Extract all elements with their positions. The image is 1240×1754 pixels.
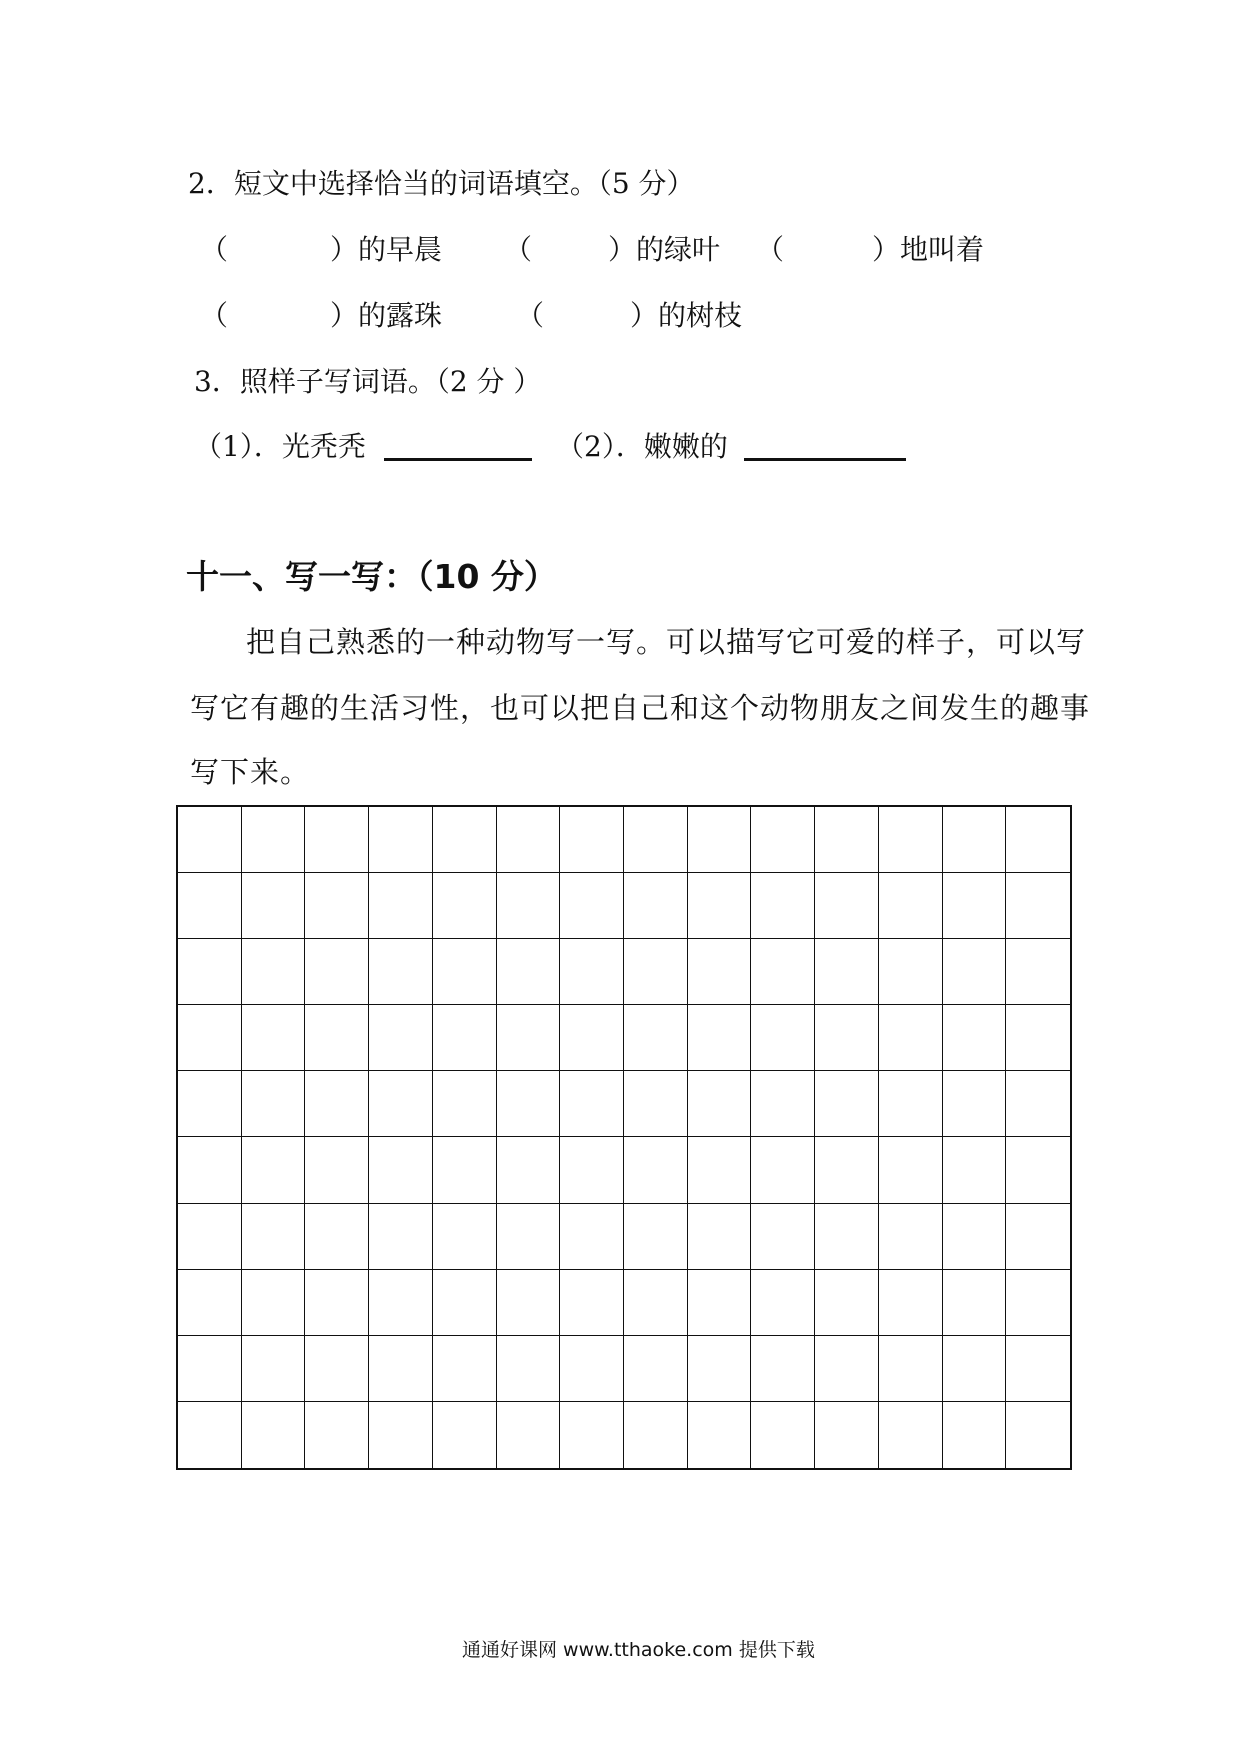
grid-cell[interactable] [560,807,624,873]
grid-cell[interactable] [688,873,752,939]
grid-cell[interactable] [497,1071,561,1137]
grid-cell[interactable] [815,1270,879,1336]
grid-cell[interactable] [688,1137,752,1203]
grid-cell[interactable] [1006,1336,1070,1402]
fill-open-paren: （ [200,299,229,332]
fill-item-label: ）的早晨 [330,233,443,266]
instruction-line-1: 把自己熟悉的一种动物写一写。可以描写它可爱的样子，可以写 [246,625,1087,659]
grid-cell[interactable] [879,939,943,1005]
grid-cell[interactable] [879,1336,943,1402]
grid-cell[interactable] [369,1270,433,1336]
grid-cell[interactable] [178,1270,242,1336]
grid-cell[interactable] [305,1402,369,1468]
grid-cell[interactable] [497,873,561,939]
grid-cell[interactable] [560,939,624,1005]
grid-cell[interactable] [497,939,561,1005]
grid-cell[interactable] [624,1137,688,1203]
grid-cell[interactable] [943,1137,1007,1203]
grid-cell[interactable] [879,1071,943,1137]
grid-cell[interactable] [624,939,688,1005]
grid-cell[interactable] [560,1137,624,1203]
grid-cell[interactable] [879,873,943,939]
grid-cell[interactable] [433,939,497,1005]
grid-cell[interactable] [943,939,1007,1005]
grid-cell[interactable] [178,1137,242,1203]
q3-item-2-label: （2）．嫩嫩的 [556,430,728,463]
grid-cell[interactable] [751,1071,815,1137]
grid-cell[interactable] [497,807,561,873]
grid-cell[interactable] [305,1005,369,1071]
q3-item-1-label: （1）．光秃秃 [194,430,366,463]
grid-cell[interactable] [1006,1137,1070,1203]
grid-cell[interactable] [1006,807,1070,873]
grid-cell[interactable] [560,1204,624,1270]
grid-cell[interactable] [178,1204,242,1270]
grid-cell[interactable] [943,1336,1007,1402]
writing-grid[interactable] [176,805,1072,1470]
grid-cell[interactable] [242,1137,306,1203]
grid-cell[interactable] [815,807,879,873]
grid-cell[interactable] [242,1336,306,1402]
grid-cell[interactable] [369,1137,433,1203]
grid-cell[interactable] [751,1005,815,1071]
grid-cell[interactable] [751,1402,815,1468]
grid-cell[interactable] [242,1005,306,1071]
fill-open-paren: （ [516,299,545,332]
fill-item-label: ）的绿叶 [608,233,721,266]
grid-cell[interactable] [242,807,306,873]
grid-cell[interactable] [688,1336,752,1402]
grid-cell[interactable] [242,939,306,1005]
grid-cell[interactable] [242,1071,306,1137]
grid-cell[interactable] [879,1137,943,1203]
grid-cell[interactable] [305,873,369,939]
question-3-title: 3．照样子写词语。（2 分 ） [194,365,542,398]
grid-cell[interactable] [433,1204,497,1270]
grid-cell[interactable] [624,1071,688,1137]
grid-cell[interactable] [751,1270,815,1336]
grid-cell[interactable] [624,873,688,939]
grid-cell[interactable] [879,1005,943,1071]
grid-cell[interactable] [751,1204,815,1270]
grid-cell[interactable] [879,1402,943,1468]
grid-cell[interactable] [943,807,1007,873]
grid-cell[interactable] [624,807,688,873]
grid-cell[interactable] [433,1071,497,1137]
grid-cell[interactable] [497,1402,561,1468]
grid-cell[interactable] [433,873,497,939]
grid-cell[interactable] [369,939,433,1005]
fill-open-paren: （ [756,233,785,266]
grid-cell[interactable] [688,939,752,1005]
grid-cell[interactable] [369,1336,433,1402]
instruction-line-2: 写它有趣的生活习性，也可以把自己和这个动物朋友之间发生的趣事 [190,691,1091,725]
grid-cell[interactable] [433,807,497,873]
grid-cell[interactable] [624,1270,688,1336]
grid-cell[interactable] [497,1005,561,1071]
grid-cell[interactable] [688,1204,752,1270]
grid-cell[interactable] [242,873,306,939]
grid-cell[interactable] [433,1137,497,1203]
grid-cell[interactable] [369,1204,433,1270]
fill-item-label: ）地叫着 [872,233,985,266]
grid-cell[interactable] [305,939,369,1005]
fill-open-paren: （ [504,233,533,266]
fill-item-label: ）的露珠 [330,299,443,332]
grid-cell[interactable] [560,1402,624,1468]
grid-cell[interactable] [305,1204,369,1270]
grid-cell[interactable] [369,873,433,939]
grid-cell[interactable] [624,1204,688,1270]
grid-cell[interactable] [688,807,752,873]
grid-cell[interactable] [560,873,624,939]
grid-cell[interactable] [497,1137,561,1203]
grid-cell[interactable] [178,1336,242,1402]
grid-cell[interactable] [560,1071,624,1137]
grid-cell[interactable] [433,1402,497,1468]
grid-cell[interactable] [1006,939,1070,1005]
grid-cell[interactable] [242,1402,306,1468]
q3-item-1-answer-line[interactable] [384,458,532,461]
grid-cell[interactable] [433,1336,497,1402]
grid-cell[interactable] [305,1336,369,1402]
grid-cell[interactable] [751,807,815,873]
grid-cell[interactable] [178,1071,242,1137]
fill-open-paren: （ [200,233,229,266]
grid-cell[interactable] [433,1005,497,1071]
grid-cell[interactable] [497,1204,561,1270]
grid-cell[interactable] [178,807,242,873]
grid-cell[interactable] [305,807,369,873]
grid-cell[interactable] [943,1005,1007,1071]
grid-cell[interactable] [815,1005,879,1071]
grid-cell[interactable] [815,1204,879,1270]
grid-cell[interactable] [497,1270,561,1336]
grid-cell[interactable] [879,1270,943,1336]
grid-cell[interactable] [1006,1204,1070,1270]
grid-cell[interactable] [943,873,1007,939]
section-11-title: 十一、写一写：（10 分） [186,557,557,596]
grid-cell[interactable] [497,1336,561,1402]
grid-cell[interactable] [242,1270,306,1336]
grid-cell[interactable] [879,807,943,873]
footer-source-note: 通通好课网 www.tthaoke.com 提供下载 [462,1639,815,1661]
grid-cell[interactable] [369,807,433,873]
q3-item-2-answer-line[interactable] [744,458,906,461]
instruction-line-3: 写下来。 [190,755,311,789]
grid-cell[interactable] [879,1204,943,1270]
grid-cell[interactable] [751,1336,815,1402]
grid-cell[interactable] [815,1336,879,1402]
grid-cell[interactable] [1006,1402,1070,1468]
grid-cell[interactable] [242,1204,306,1270]
grid-cell[interactable] [305,1137,369,1203]
grid-cell[interactable] [624,1336,688,1402]
grid-cell[interactable] [433,1270,497,1336]
grid-cell[interactable] [624,1402,688,1468]
grid-cell[interactable] [560,1270,624,1336]
grid-cell[interactable] [688,1005,752,1071]
grid-cell[interactable] [305,1270,369,1336]
grid-cell[interactable] [305,1071,369,1137]
grid-cell[interactable] [815,1402,879,1468]
grid-cell[interactable] [1006,1005,1070,1071]
grid-cell[interactable] [751,873,815,939]
grid-cell[interactable] [943,1071,1007,1137]
grid-cell[interactable] [688,1071,752,1137]
grid-cell[interactable] [688,1270,752,1336]
grid-cell[interactable] [178,873,242,939]
grid-cell[interactable] [560,1336,624,1402]
grid-cell[interactable] [369,1071,433,1137]
question-2-title: 2．短文中选择恰当的词语填空。（5 分） [188,167,695,200]
grid-cell[interactable] [624,1005,688,1071]
grid-cell[interactable] [688,1402,752,1468]
grid-cell[interactable] [943,1204,1007,1270]
grid-cell[interactable] [178,939,242,1005]
grid-cell[interactable] [1006,1270,1070,1336]
grid-cell[interactable] [178,1005,242,1071]
grid-cell[interactable] [369,1402,433,1468]
grid-cell[interactable] [751,1137,815,1203]
grid-cell[interactable] [943,1270,1007,1336]
grid-cell[interactable] [178,1402,242,1468]
grid-cell[interactable] [943,1402,1007,1468]
grid-cell[interactable] [1006,1071,1070,1137]
grid-cell[interactable] [815,939,879,1005]
grid-cell[interactable] [815,1137,879,1203]
grid-cell[interactable] [815,873,879,939]
grid-cell[interactable] [1006,873,1070,939]
grid-cell[interactable] [560,1005,624,1071]
fill-item-label: ）的树枝 [630,299,743,332]
grid-cell[interactable] [815,1071,879,1137]
grid-cell[interactable] [369,1005,433,1071]
grid-cell[interactable] [751,939,815,1005]
